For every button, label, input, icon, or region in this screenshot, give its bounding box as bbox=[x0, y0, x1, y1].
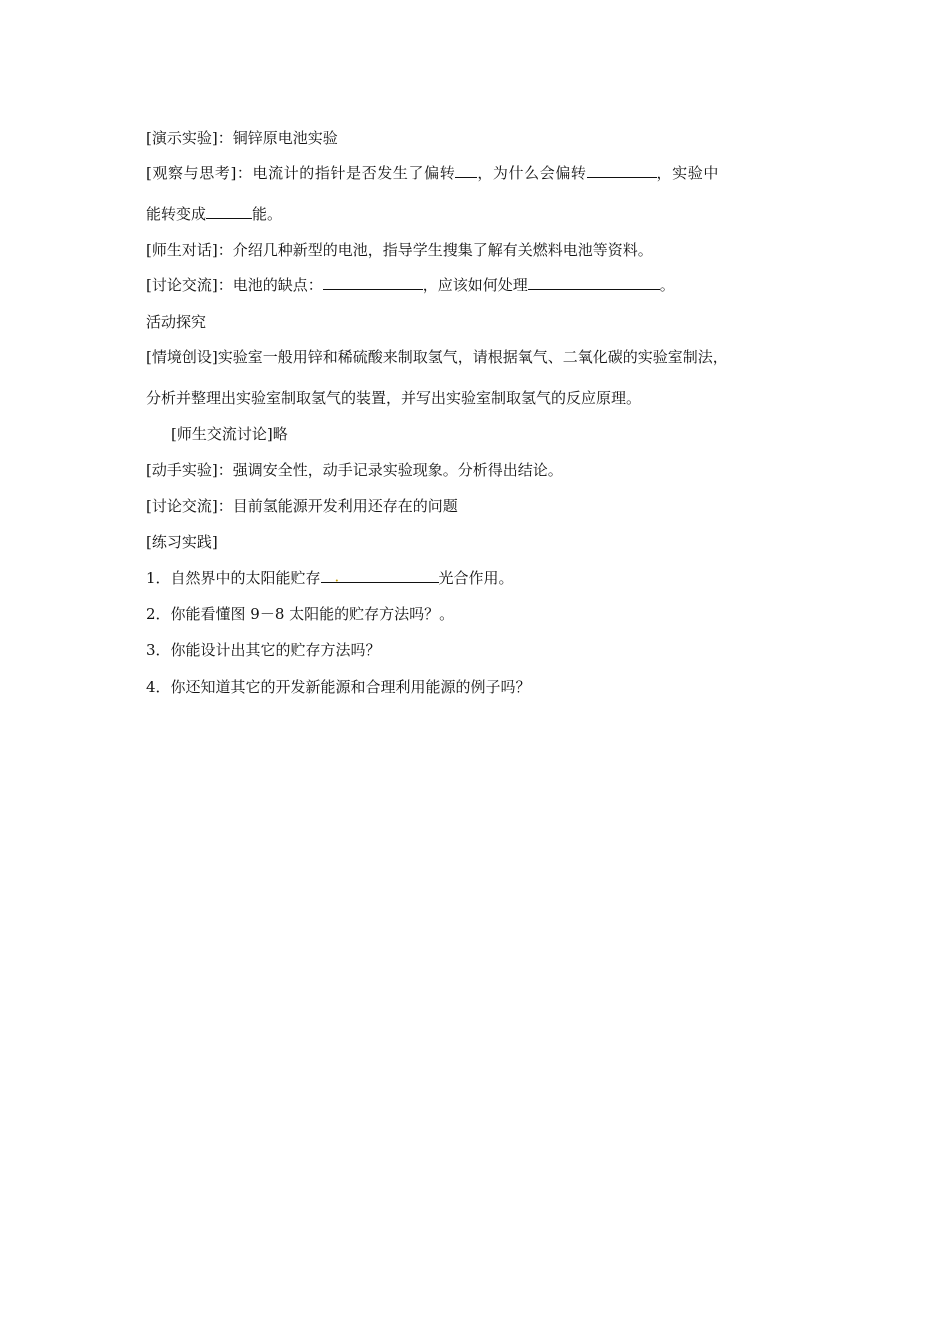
observe-text-e: 能。 bbox=[252, 205, 283, 223]
discuss1-text-c: 。 bbox=[659, 276, 675, 294]
hands-on-line bbox=[146, 460, 563, 480]
discuss1-text-b: ，应该如何处理 bbox=[422, 276, 528, 294]
blank-4 bbox=[323, 275, 423, 290]
question-1 bbox=[146, 568, 514, 588]
q2-text: 2．你能看懂图 9－8 太阳能的贮存方法吗？。 bbox=[146, 605, 455, 623]
teacher-line bbox=[171, 424, 288, 444]
q4-text: 4．你还知道其它的开发新能源和合理利用能源的例子吗？ bbox=[146, 678, 531, 696]
discuss1-line bbox=[146, 275, 675, 295]
blank-1 bbox=[455, 163, 477, 178]
observe-text-c: ，实验中 bbox=[656, 164, 719, 182]
dialog-text: [师生对话]：介绍几种新型的电池，指导学生搜集了解有关燃料电池等资料。 bbox=[146, 241, 653, 259]
dialog-line bbox=[146, 240, 653, 260]
observe-text-a: [观察与思考]：电流计的指针是否发生了偏转 bbox=[146, 164, 456, 182]
discuss2-text: [讨论交流]：目前氢能源开发利用还存在的问题 bbox=[146, 497, 458, 515]
scenario-line-2 bbox=[146, 388, 641, 408]
hands-on-text: [动手实验]：强调安全性，动手记录实验现象。分析得出结论。 bbox=[146, 461, 563, 479]
discuss1-text-a: [讨论交流]：电池的缺点： bbox=[146, 276, 323, 294]
demo-text: [演示实验]：铜锌原电池实验 bbox=[146, 129, 338, 147]
blank-5 bbox=[528, 275, 660, 290]
practice-heading bbox=[146, 532, 218, 552]
practice-text: [练习实践] bbox=[146, 533, 218, 551]
observe-text-d: 能转变成 bbox=[146, 205, 207, 223]
question-3 bbox=[146, 640, 381, 660]
observe-line-2 bbox=[146, 204, 282, 224]
activity-text: 活动探究 bbox=[146, 313, 207, 331]
question-2 bbox=[146, 604, 454, 624]
q1-text-b: 光合作用。 bbox=[438, 569, 514, 587]
blank-2 bbox=[587, 163, 657, 178]
blank-3 bbox=[206, 204, 252, 219]
question-4 bbox=[146, 677, 531, 697]
blank-6 bbox=[321, 568, 439, 583]
discuss2-line bbox=[146, 496, 458, 516]
observe-text-b: ，为什么会偏转 bbox=[477, 164, 587, 182]
q1-text-a: 1．自然界中的太阳能贮存 bbox=[146, 569, 321, 587]
scenario-text-b: 分析并整理出实验室制取氢气的装置，并写出实验室制取氢气的反应原理。 bbox=[146, 389, 642, 407]
scenario-text-a: [情境创设]实验室一般用锌和稀硫酸来制取氢气，请根据氧气、二氧化碳的实验室制法， bbox=[146, 348, 728, 366]
scenario-line-1 bbox=[146, 347, 728, 367]
activity-heading bbox=[146, 312, 206, 332]
observe-line bbox=[146, 163, 719, 183]
teacher-text: [师生交流讨论]略 bbox=[171, 425, 288, 443]
q1-dot: ． bbox=[334, 567, 350, 585]
q3-text: 3．你能设计出其它的贮存方法吗？ bbox=[146, 641, 381, 659]
demo-line bbox=[146, 128, 338, 148]
